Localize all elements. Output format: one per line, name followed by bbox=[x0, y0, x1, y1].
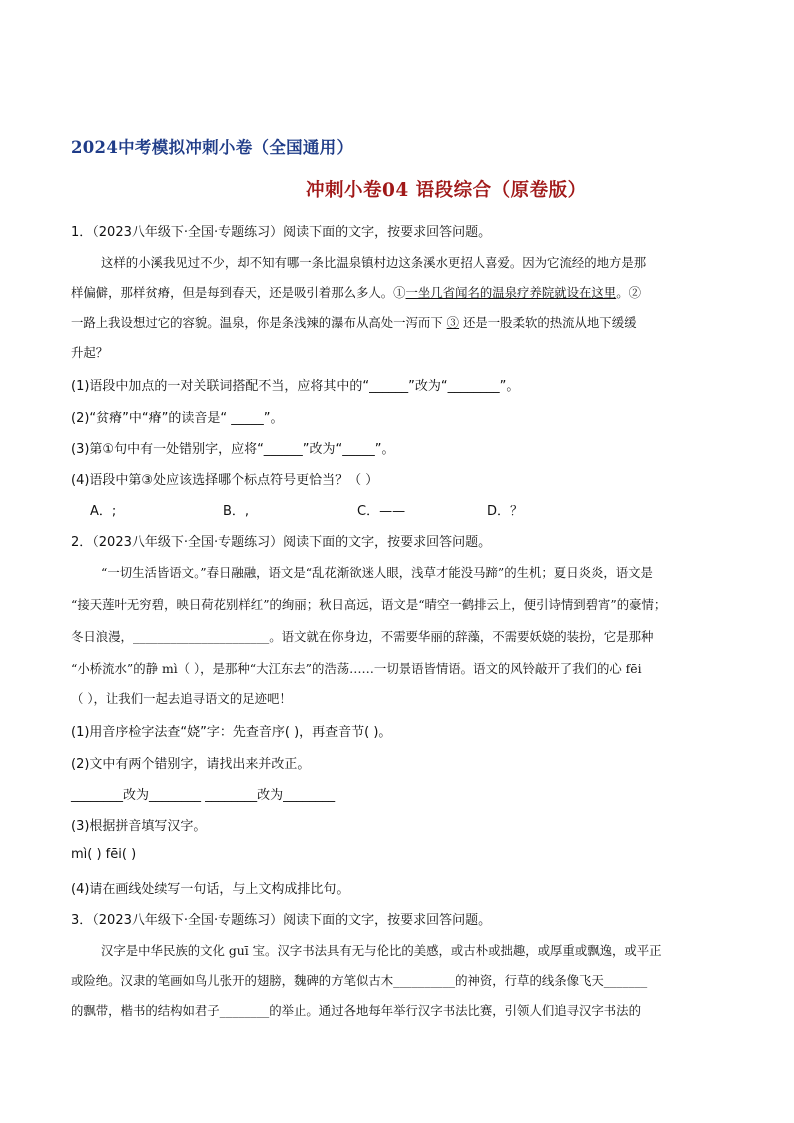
option-c[interactable]: C．—— bbox=[357, 504, 406, 519]
q2-passage-line: “接天莲叶无穷碧，映日荷花别样红”的绚丽；秋日高远，语文是“晴空一鹤排云上，便引诗情到碧宵”的豪情； bbox=[71, 597, 667, 612]
q1-passage-line bbox=[71, 313, 636, 331]
q1-sub-3: (3)第①句中有一处错别字，应将“______”改为“_____”。 bbox=[71, 442, 395, 457]
paper-title: 冲刺小卷04 语段综合（原卷版） bbox=[306, 180, 587, 201]
q1-passage-line: 升起？ bbox=[71, 345, 109, 360]
question-2-stem: 2．（2023八年级下·全国·专题练习）阅读下面的文字，按要求回答问题。 bbox=[71, 535, 492, 550]
series-title: 2024中考模拟冲刺小卷（全国通用） bbox=[71, 138, 354, 157]
question-1-stem: 1．（2023八年级下·全国·专题练习）阅读下面的文字，按要求回答问题。 bbox=[71, 225, 492, 240]
q1-passage-text: 。② bbox=[616, 285, 641, 300]
option-d[interactable]: D．？ bbox=[487, 504, 524, 519]
option-b[interactable]: B．, bbox=[223, 504, 250, 519]
q1-sub-4: (4)语段中第③处应该选择哪个标点符号更恰当？（ ） bbox=[71, 473, 379, 488]
q2-passage-line: 冬日浪漫，______________________。语文就在你身边，不需要华丽的辞藻，不需要妖娆的装扮，它是那种 bbox=[71, 629, 654, 644]
q1-passage-line: 这样的小溪我见过不少，却不知有哪一条比温泉镇村边这条溪水更招人喜爱。因为它流经的地方是那 bbox=[101, 255, 647, 270]
q2-sub-2: (2)文中有两个错别字，请找出来并改正。 bbox=[71, 757, 311, 772]
q2-passage-line: “小桥流水”的静 mì（ ），是那种“大江东去”的浩荡……一切景语皆情语。语文的风铃敲开了我们的心 fēi bbox=[71, 661, 642, 676]
q1-sub-1: (1)语段中加点的一对关联词搭配不当，应将其中的“______”改为“________”。 bbox=[71, 379, 520, 394]
q1-passage-text: 一路上我设想过它的容貌。温泉，你是条浅辣的瀑布从高处一泻而下 bbox=[71, 315, 443, 330]
q2-passage-line: （ ），让我们一起去追寻语文的足迹吧！ bbox=[71, 691, 292, 706]
q1-sub-2: (2)“贫瘠”中“瘠”的读音是“ _____”。 bbox=[71, 411, 284, 426]
q3-passage-line: 的飘带，楷书的结构如君子________的举止。通过各地每年举行汉字书法比赛，引领人们追寻汉字书法的 bbox=[71, 1003, 641, 1018]
q2-answer-line: ________改为________ ________改为________ bbox=[71, 788, 336, 803]
q1-passage-text: 样偏僻，那样贫瘠，但是每到春天，还是吸引着那么多人。① bbox=[71, 285, 406, 300]
q1-passage-text: 还是一股柔软的热流从地下缓缓 bbox=[463, 315, 637, 330]
q2-sub-1: (1)用音序检字法查“娆”字：先查音序( )，再查音节( )。 bbox=[71, 725, 392, 740]
q2-passage-line: “一切生活皆语文。”春日融融，语文是“乱花渐欲迷人眼，浅草才能没马蹄”的生机；夏日炎炎，语文是 bbox=[101, 565, 653, 580]
q2-sub-4: (4)请在画线处续写一句话，与上文构成排比句。 bbox=[71, 882, 350, 897]
q3-passage-line: 或险绝。汉隶的笔画如鸟儿张开的翅膀，魏碑的方笔似古木__________的神资，行草的线条像飞天_______ bbox=[71, 973, 648, 988]
q3-passage-line: 汉字是中华民族的文化 guī 宝。汉字书法具有无与伦比的美感，或古朴或拙趣，或厚重或飘逸，或平正 bbox=[101, 943, 662, 958]
question-3-stem: 3．（2023八年级下·全国·专题练习）阅读下面的文字，按要求回答问题。 bbox=[71, 913, 492, 928]
q2-sub-3: (3)根据拼音填写汉字。 bbox=[71, 819, 207, 834]
q1-passage-line bbox=[71, 283, 641, 301]
option-a[interactable]: A．; bbox=[90, 504, 117, 519]
q1-underlined-sentence: 一坐几省闻名的温泉疗养院就设在这里 bbox=[405, 285, 617, 300]
q1-blank-3: ③ bbox=[446, 315, 460, 330]
q2-answer-line: mì( ) fēi( ) bbox=[71, 847, 137, 862]
